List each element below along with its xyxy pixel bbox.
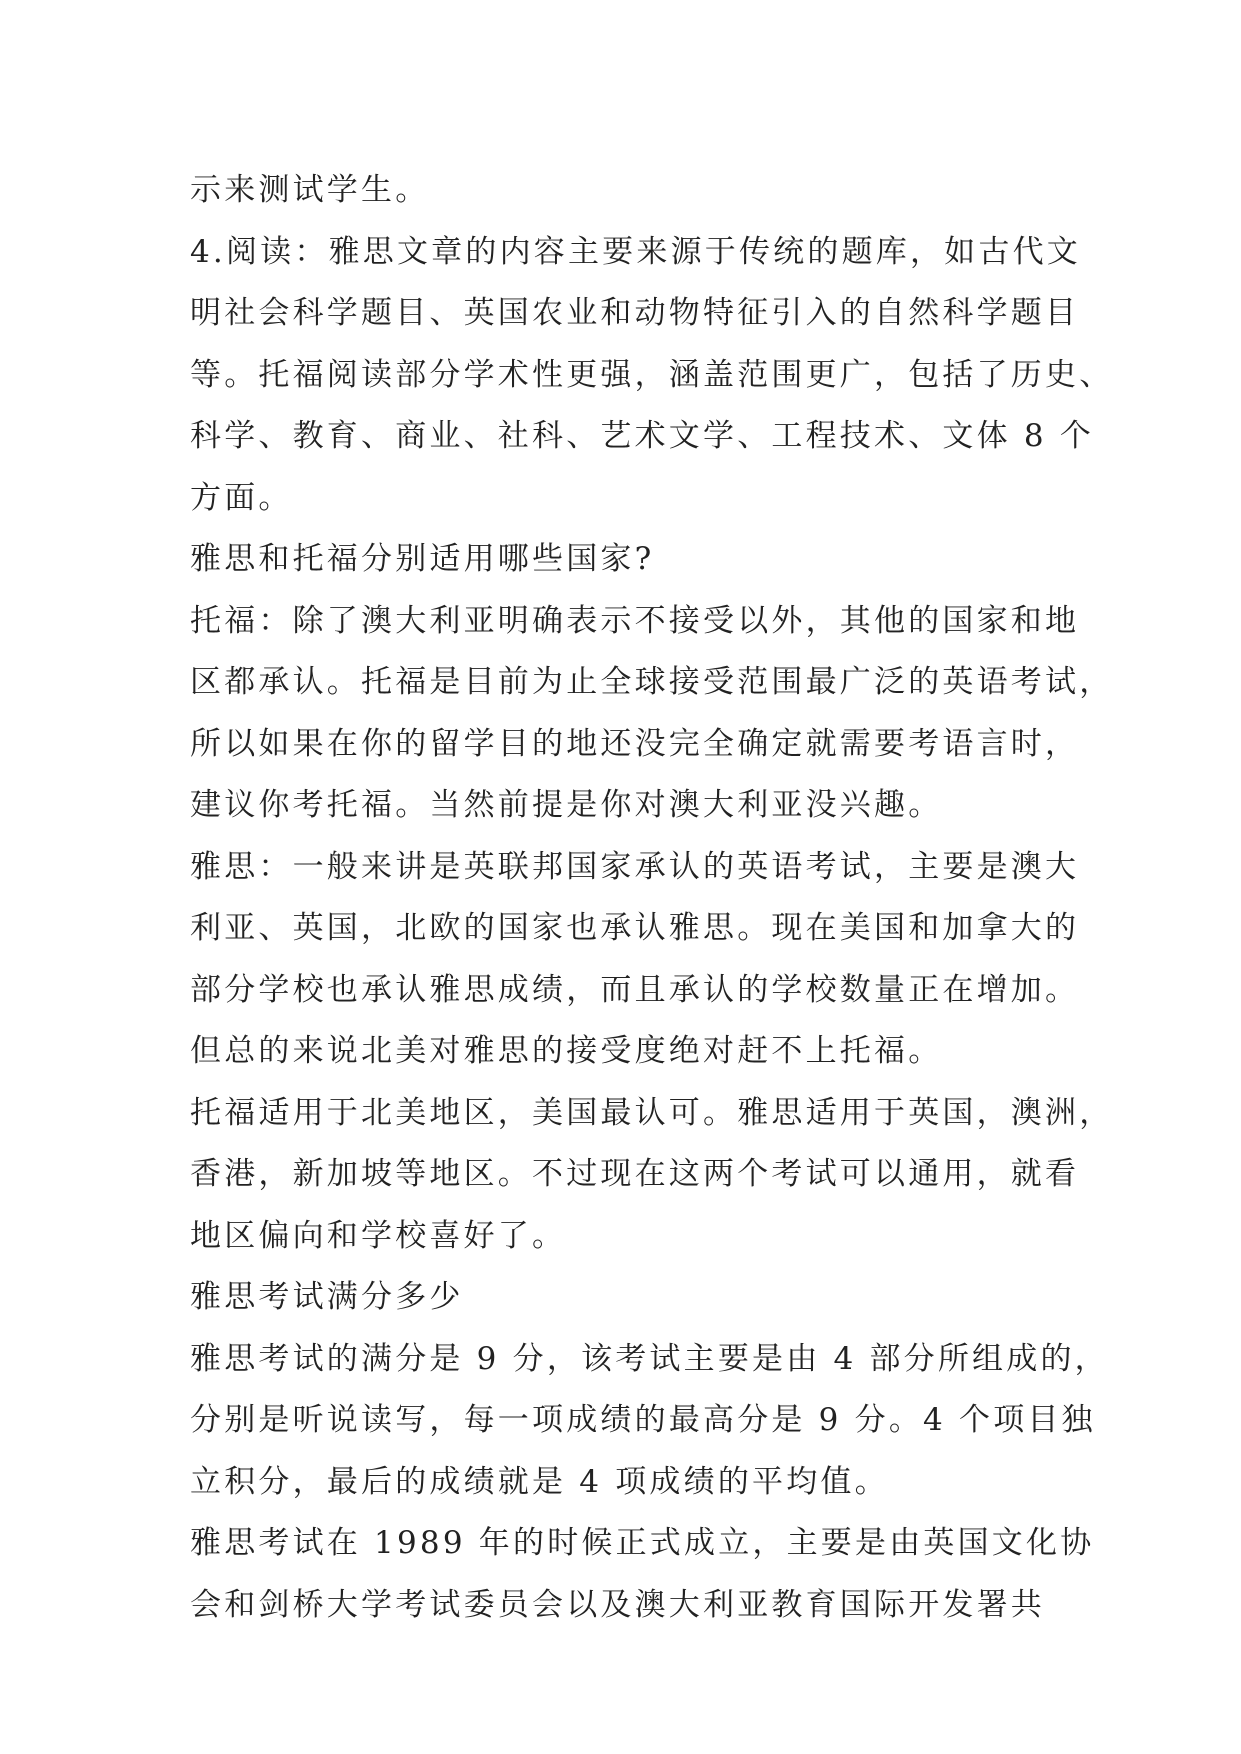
text-line: 所以如果在你的留学目的地还没完全确定就需要考语言时， <box>190 725 1080 762</box>
text-line: 等。托福阅读部分学术性更强，涵盖范围更广，包括了历史、 <box>190 356 1114 393</box>
text-line: 雅思考试的满分是 9 分，该考试主要是由 4 部分所组成的， <box>190 1340 1109 1377</box>
text-line: 建议你考托福。当然前提是你对澳大利亚没兴趣。 <box>190 787 943 823</box>
text-line: 香港，新加坡等地区。不过现在这两个考试可以通用，就看 <box>190 1156 1080 1192</box>
text-line: 分别是听说读写，每一项成绩的最高分是 9 分。4 个项目独 <box>190 1402 1096 1438</box>
section-heading: 雅思考试满分多少 <box>190 1279 464 1315</box>
text-line: 示来测试学生。 <box>190 172 430 208</box>
text-line: 但总的来说北美对雅思的接受度绝对赶不上托福。 <box>190 1033 943 1069</box>
text-line: 方面。 <box>190 479 293 516</box>
text-line: 托福适用于北美地区，美国最认可。雅思适用于英国，澳洲， <box>190 1094 1114 1131</box>
text-line: 会和剑桥大学考试委员会以及澳大利亚教育国际开发署共 <box>190 1586 1045 1623</box>
text-line: 科学、教育、商业、社科、艺术文学、工程技术、文体 8 个 <box>190 418 1095 454</box>
text-line: 雅思考试在 1989 年的时候正式成立，主要是由英国文化协 <box>190 1525 1095 1561</box>
section-heading: 雅思和托福分别适用哪些国家? <box>190 541 655 577</box>
text-line: 4.阅读：雅思文章的内容主要来源于传统的题库，如古代文 <box>190 233 1081 270</box>
text-line: 托福：除了澳大利亚明确表示不接受以外，其他的国家和地 <box>190 602 1080 639</box>
text-line: 部分学校也承认雅思成绩，而且承认的学校数量正在增加。 <box>190 971 1080 1008</box>
text-line: 立积分，最后的成绩就是 4 项成绩的平均值。 <box>190 1463 889 1500</box>
text-line: 地区偏向和学校喜好了。 <box>190 1217 567 1254</box>
document-body <box>190 160 1114 1636</box>
text-line: 明社会科学题目、英国农业和动物特征引入的自然科学题目 <box>190 295 1080 331</box>
text-line: 雅思：一般来讲是英联邦国家承认的英语考试，主要是澳大 <box>190 848 1080 885</box>
text-line: 利亚、英国，北欧的国家也承认雅思。现在美国和加拿大的 <box>190 910 1080 946</box>
text-line: 区都承认。托福是目前为止全球接受范围最广泛的英语考试， <box>190 664 1114 700</box>
